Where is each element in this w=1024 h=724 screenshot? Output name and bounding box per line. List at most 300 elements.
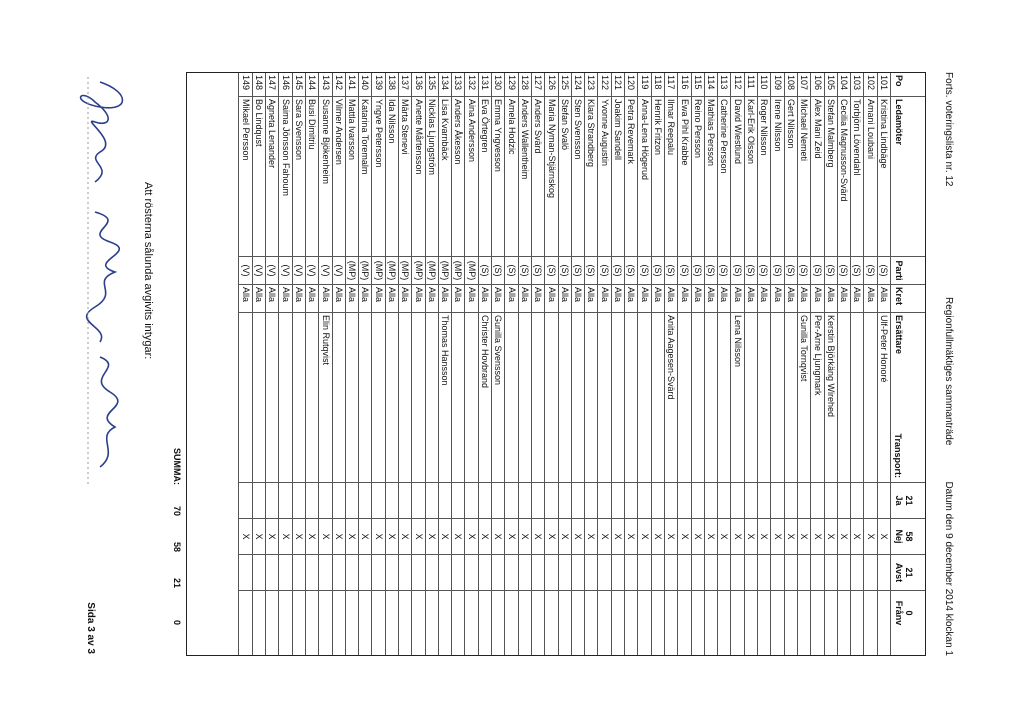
cell-nej: X: [319, 519, 331, 555]
table-row: [332, 73, 345, 655]
cell-ja: [705, 483, 717, 519]
cell-fran: [319, 591, 331, 635]
cell-fran: [678, 591, 690, 635]
cell-name: Saima Jönsson Fahoum: [279, 97, 291, 257]
table-row: [451, 73, 464, 655]
cell-ers: [359, 313, 371, 483]
cell-ers: [572, 313, 584, 483]
table-row: [438, 73, 451, 655]
col-avst: 21 Avst: [891, 555, 925, 591]
cell-po: 124: [572, 73, 584, 97]
table-row: [810, 73, 823, 655]
cell-avst: [399, 555, 411, 591]
cell-name: Mattla Ivarsson: [346, 97, 358, 257]
cell-name: Henrik Fritzon: [652, 97, 664, 257]
cell-avst: [678, 555, 690, 591]
table-row: [730, 73, 743, 655]
cell-ers: [253, 313, 265, 483]
cell-fran: [386, 591, 398, 635]
cell-fran: [399, 591, 411, 635]
cell-name: Ilmar Reepalu: [665, 97, 677, 257]
cell-parti: (MP): [372, 257, 384, 285]
cell-fran: [811, 591, 823, 635]
transport-nej: 58: [904, 531, 914, 542]
cell-ja: [319, 483, 331, 519]
cell-krets: Alla: [838, 285, 850, 313]
cell-ers: [466, 313, 478, 483]
table-row: [704, 73, 717, 655]
cell-avst: [612, 555, 624, 591]
cell-ja: [253, 483, 265, 519]
cell-name: Michael Nemeti: [798, 97, 810, 257]
cell-po: 135: [426, 73, 438, 97]
cell-avst: [279, 555, 291, 591]
cell-krets: Alla: [625, 285, 637, 313]
cell-avst: [519, 555, 531, 591]
cell-parti: (S): [532, 257, 544, 285]
cell-po: 143: [319, 73, 331, 97]
cell-fran: [559, 591, 571, 635]
cell-parti: (S): [598, 257, 610, 285]
table-header-row: [890, 73, 925, 655]
table-row: [584, 73, 597, 655]
cell-krets: Alla: [532, 285, 544, 313]
cell-fran: [878, 591, 890, 635]
cell-ja: [692, 483, 704, 519]
table-row: [531, 73, 544, 655]
cell-po: 128: [519, 73, 531, 97]
cell-avst: [412, 555, 424, 591]
cell-avst: [559, 555, 571, 591]
cell-ja: [439, 483, 451, 519]
cell-avst: [359, 555, 371, 591]
cell-fran: [439, 591, 451, 635]
cell-po: 108: [785, 73, 797, 97]
cell-ers: [399, 313, 411, 483]
cell-fran: [426, 591, 438, 635]
cell-ers: [452, 313, 464, 483]
summa-row: [166, 72, 184, 654]
cell-fran: [306, 591, 318, 635]
cell-ers: Ulf-Peter Honoré: [878, 313, 890, 483]
cell-parti: (V): [319, 257, 331, 285]
cell-krets: Alla: [665, 285, 677, 313]
cell-ja: [479, 483, 491, 519]
cell-name: Katarina Toremalm: [359, 97, 371, 257]
cell-ers: [426, 313, 438, 483]
cell-avst: [811, 555, 823, 591]
cell-parti: (V): [279, 257, 291, 285]
cell-nej: X: [306, 519, 318, 555]
summa-ja: 70: [172, 506, 182, 517]
cell-fran: [505, 591, 517, 635]
cell-nej: X: [798, 519, 810, 555]
cell-ers: [346, 313, 358, 483]
cell-nej: X: [466, 519, 478, 555]
cell-ja: [612, 483, 624, 519]
cell-avst: [718, 555, 730, 591]
cell-nej: X: [771, 519, 783, 555]
cell-krets: Alla: [638, 285, 650, 313]
cell-nej: X: [372, 519, 384, 555]
cell-name: Cecilia Magnusson-Svärd: [838, 97, 850, 257]
cell-parti: (MP): [386, 257, 398, 285]
cell-parti: (S): [612, 257, 624, 285]
cell-avst: [452, 555, 464, 591]
cell-avst: [319, 555, 331, 591]
cell-parti: (S): [492, 257, 504, 285]
table-row: [717, 73, 730, 655]
cell-ja: [625, 483, 637, 519]
cell-parti: (V): [293, 257, 305, 285]
cell-fran: [412, 591, 424, 635]
cell-nej: X: [785, 519, 797, 555]
cell-nej: X: [625, 519, 637, 555]
cell-krets: Alla: [519, 285, 531, 313]
cell-name: Mathias Persson: [705, 97, 717, 257]
col-ersattare: Transport: Ersättare: [891, 313, 925, 483]
cell-krets: Alla: [785, 285, 797, 313]
summa-fran: 0: [172, 620, 182, 626]
cell-parti: (S): [745, 257, 757, 285]
cell-nej: X: [505, 519, 517, 555]
cell-parti: (MP): [346, 257, 358, 285]
col-name: Ledamöter: [891, 97, 925, 257]
cell-krets: Alla: [452, 285, 464, 313]
cell-ers: [758, 313, 770, 483]
cell-parti: (S): [505, 257, 517, 285]
cell-avst: [239, 555, 251, 591]
cell-avst: [878, 555, 890, 591]
cell-parti: (MP): [466, 257, 478, 285]
summa-nej: 58: [172, 542, 182, 553]
cell-ers: Kerstin Björkäng Wirehed: [825, 313, 837, 483]
cell-avst: [838, 555, 850, 591]
cell-krets: Alla: [505, 285, 517, 313]
cell-parti: (S): [825, 257, 837, 285]
cell-ja: [532, 483, 544, 519]
cell-po: 119: [638, 73, 650, 97]
cell-parti: (S): [718, 257, 730, 285]
cell-name: Maria Nyman-Stjärnskog: [545, 97, 557, 257]
cell-avst: [505, 555, 517, 591]
cell-nej: X: [851, 519, 863, 555]
table-row: [877, 73, 890, 655]
cell-parti: (MP): [426, 257, 438, 285]
cell-po: 129: [505, 73, 517, 97]
cell-ers: [718, 313, 730, 483]
cell-po: 146: [279, 73, 291, 97]
cell-avst: [665, 555, 677, 591]
cell-nej: X: [612, 519, 624, 555]
cell-fran: [652, 591, 664, 635]
cell-fran: [572, 591, 584, 635]
cell-krets: Alla: [705, 285, 717, 313]
cell-name: Emma Yngvesson: [492, 97, 504, 257]
cell-avst: [466, 555, 478, 591]
col-po: Po: [891, 73, 925, 97]
cell-po: 101: [878, 73, 890, 97]
table-row: [465, 73, 478, 655]
cell-nej: X: [745, 519, 757, 555]
table-row: [597, 73, 610, 655]
cell-name: Anders Åkesson: [452, 97, 464, 257]
cell-ja: [638, 483, 650, 519]
cell-nej: X: [452, 519, 464, 555]
cell-name: Märta Stenevi: [399, 97, 411, 257]
cell-krets: Alla: [612, 285, 624, 313]
cell-avst: [532, 555, 544, 591]
table-row: [770, 73, 783, 655]
cell-ja: [745, 483, 757, 519]
cell-nej: X: [811, 519, 823, 555]
table-row: [252, 73, 265, 655]
table-row: [744, 73, 757, 655]
cell-ers: [266, 313, 278, 483]
cell-nej: X: [878, 519, 890, 555]
cell-po: 116: [678, 73, 690, 97]
cell-krets: Alla: [878, 285, 890, 313]
cell-ja: [758, 483, 770, 519]
cell-nej: X: [399, 519, 411, 555]
cell-avst: [758, 555, 770, 591]
cell-name: Anders Wallentheim: [519, 97, 531, 257]
table-row: [504, 73, 517, 655]
cell-avst: [652, 555, 664, 591]
table-row: [691, 73, 704, 655]
cell-nej: X: [426, 519, 438, 555]
cell-krets: Alla: [718, 285, 730, 313]
cell-avst: [851, 555, 863, 591]
cell-nej: X: [572, 519, 584, 555]
cell-fran: [785, 591, 797, 635]
cell-avst: [479, 555, 491, 591]
cell-po: 144: [306, 73, 318, 97]
cell-krets: Alla: [333, 285, 345, 313]
cell-avst: [266, 555, 278, 591]
table-row: [837, 73, 850, 655]
table-row: [863, 73, 876, 655]
cell-ers: [372, 313, 384, 483]
page-number: Sida 3 av 3: [85, 602, 96, 654]
cell-po: 113: [718, 73, 730, 97]
cell-nej: X: [266, 519, 278, 555]
table-row: [371, 73, 384, 655]
cell-avst: [372, 555, 384, 591]
cell-ers: [293, 313, 305, 483]
table-row: [677, 73, 690, 655]
cell-ers: Gunilla Svensson: [492, 313, 504, 483]
cell-fran: [492, 591, 504, 635]
cell-po: 140: [359, 73, 371, 97]
cell-parti: (S): [758, 257, 770, 285]
cell-krets: Alla: [678, 285, 690, 313]
cell-ja: [771, 483, 783, 519]
cell-nej: X: [864, 519, 876, 555]
table-row: [478, 73, 491, 655]
cell-nej: X: [519, 519, 531, 555]
cell-nej: X: [333, 519, 345, 555]
cell-po: 145: [293, 73, 305, 97]
cell-parti: (MP): [399, 257, 411, 285]
cell-po: 105: [825, 73, 837, 97]
cell-krets: Alla: [731, 285, 743, 313]
cell-ja: [825, 483, 837, 519]
cell-krets: Alla: [492, 285, 504, 313]
cell-parti: (S): [811, 257, 823, 285]
cell-ers: Gunilla Tornqvist: [798, 313, 810, 483]
cell-parti: (S): [785, 257, 797, 285]
cell-name: Amela Hodzic: [505, 97, 517, 257]
cell-fran: [519, 591, 531, 635]
cell-ja: [346, 483, 358, 519]
cell-ja: [372, 483, 384, 519]
cell-avst: [798, 555, 810, 591]
cell-nej: X: [638, 519, 650, 555]
cell-name: Gert Nilsson: [785, 97, 797, 257]
cell-po: 137: [399, 73, 411, 97]
cell-parti: (S): [625, 257, 637, 285]
cell-parti: (S): [638, 257, 650, 285]
cell-nej: X: [838, 519, 850, 555]
cell-name: Reino Persson: [692, 97, 704, 257]
cell-nej: X: [598, 519, 610, 555]
cell-avst: [771, 555, 783, 591]
cell-parti: (S): [731, 257, 743, 285]
cell-ers: [692, 313, 704, 483]
cell-po: 109: [771, 73, 783, 97]
cell-fran: [532, 591, 544, 635]
cell-avst: [625, 555, 637, 591]
cell-po: 123: [585, 73, 597, 97]
summa-label: SUMMA:: [172, 448, 182, 485]
cell-po: 130: [492, 73, 504, 97]
cell-name: Joakim Sandell: [612, 97, 624, 257]
table-row: [637, 73, 650, 655]
cell-nej: X: [545, 519, 557, 555]
cell-ers: Thomas Hansson: [439, 313, 451, 483]
cell-fran: [279, 591, 291, 635]
cell-nej: X: [731, 519, 743, 555]
cell-nej: X: [386, 519, 398, 555]
cell-name: Busi Dimitriu: [306, 97, 318, 257]
cell-name: Ida Nilsson: [386, 97, 398, 257]
cell-krets: Alla: [319, 285, 331, 313]
cell-avst: [253, 555, 265, 591]
cell-nej: X: [439, 519, 451, 555]
cell-fran: [239, 591, 251, 635]
cell-ers: [559, 313, 571, 483]
cell-name: Karl-Erik Olsson: [745, 97, 757, 257]
cell-parti: (MP): [439, 257, 451, 285]
cell-ja: [386, 483, 398, 519]
cell-po: 120: [625, 73, 637, 97]
cell-po: 148: [253, 73, 265, 97]
cell-avst: [825, 555, 837, 591]
cell-po: 106: [811, 73, 823, 97]
cell-ja: [785, 483, 797, 519]
cell-po: 122: [598, 73, 610, 97]
cell-parti: (S): [692, 257, 704, 285]
cell-parti: (MP): [359, 257, 371, 285]
cell-krets: Alla: [598, 285, 610, 313]
cell-ja: [598, 483, 610, 519]
table-row: [850, 73, 863, 655]
meeting-title: Regionfullmäktiges sammanträde: [943, 297, 954, 446]
cell-parti: (V): [306, 257, 318, 285]
cell-ers: [279, 313, 291, 483]
cell-ja: [665, 483, 677, 519]
cell-fran: [612, 591, 624, 635]
cell-parti: (S): [652, 257, 664, 285]
cell-krets: Alla: [279, 285, 291, 313]
cell-name: Nicklas Ljungström: [426, 97, 438, 257]
cell-fran: [598, 591, 610, 635]
table-row: [611, 73, 624, 655]
cell-avst: [864, 555, 876, 591]
cell-nej: X: [346, 519, 358, 555]
cell-ers: [705, 313, 717, 483]
cell-ja: [864, 483, 876, 519]
cell-avst: [333, 555, 345, 591]
cell-avst: [293, 555, 305, 591]
signatures: [70, 72, 140, 492]
cell-ja: [279, 483, 291, 519]
cell-po: 133: [452, 73, 464, 97]
cell-fran: [851, 591, 863, 635]
cell-krets: Alla: [372, 285, 384, 313]
cell-ers: [333, 313, 345, 483]
cell-fran: [452, 591, 464, 635]
cell-ers: [598, 313, 610, 483]
cell-ja: [731, 483, 743, 519]
cell-nej: X: [718, 519, 730, 555]
cell-fran: [692, 591, 704, 635]
cell-krets: Alla: [439, 285, 451, 313]
cell-parti: (S): [519, 257, 531, 285]
transport-avst: 21: [904, 567, 914, 578]
col-fran: 0 Frånv: [891, 591, 925, 635]
cell-nej: X: [678, 519, 690, 555]
cell-name: Bo Lindqust: [253, 97, 265, 257]
cell-ers: [638, 313, 650, 483]
cell-avst: [745, 555, 757, 591]
cell-nej: X: [359, 519, 371, 555]
cell-ja: [333, 483, 345, 519]
cell-krets: Alla: [559, 285, 571, 313]
table-row: [411, 73, 424, 655]
table-row: [398, 73, 411, 655]
cell-fran: [718, 591, 730, 635]
cell-parti: (V): [253, 257, 265, 285]
cell-name: Catherine Persson: [718, 97, 730, 257]
table-row: [491, 73, 504, 655]
transport-ja: 21: [904, 495, 914, 506]
cell-po: 136: [412, 73, 424, 97]
cell-parti: (S): [878, 257, 890, 285]
cell-nej: X: [652, 519, 664, 555]
cell-ja: [519, 483, 531, 519]
table-row: [238, 73, 251, 655]
cell-krets: Alla: [825, 285, 837, 313]
cell-ers: [864, 313, 876, 483]
table-row: [824, 73, 837, 655]
cell-ja: [838, 483, 850, 519]
cell-nej: X: [705, 519, 717, 555]
cell-ja: [572, 483, 584, 519]
cell-avst: [306, 555, 318, 591]
cell-ja: [359, 483, 371, 519]
